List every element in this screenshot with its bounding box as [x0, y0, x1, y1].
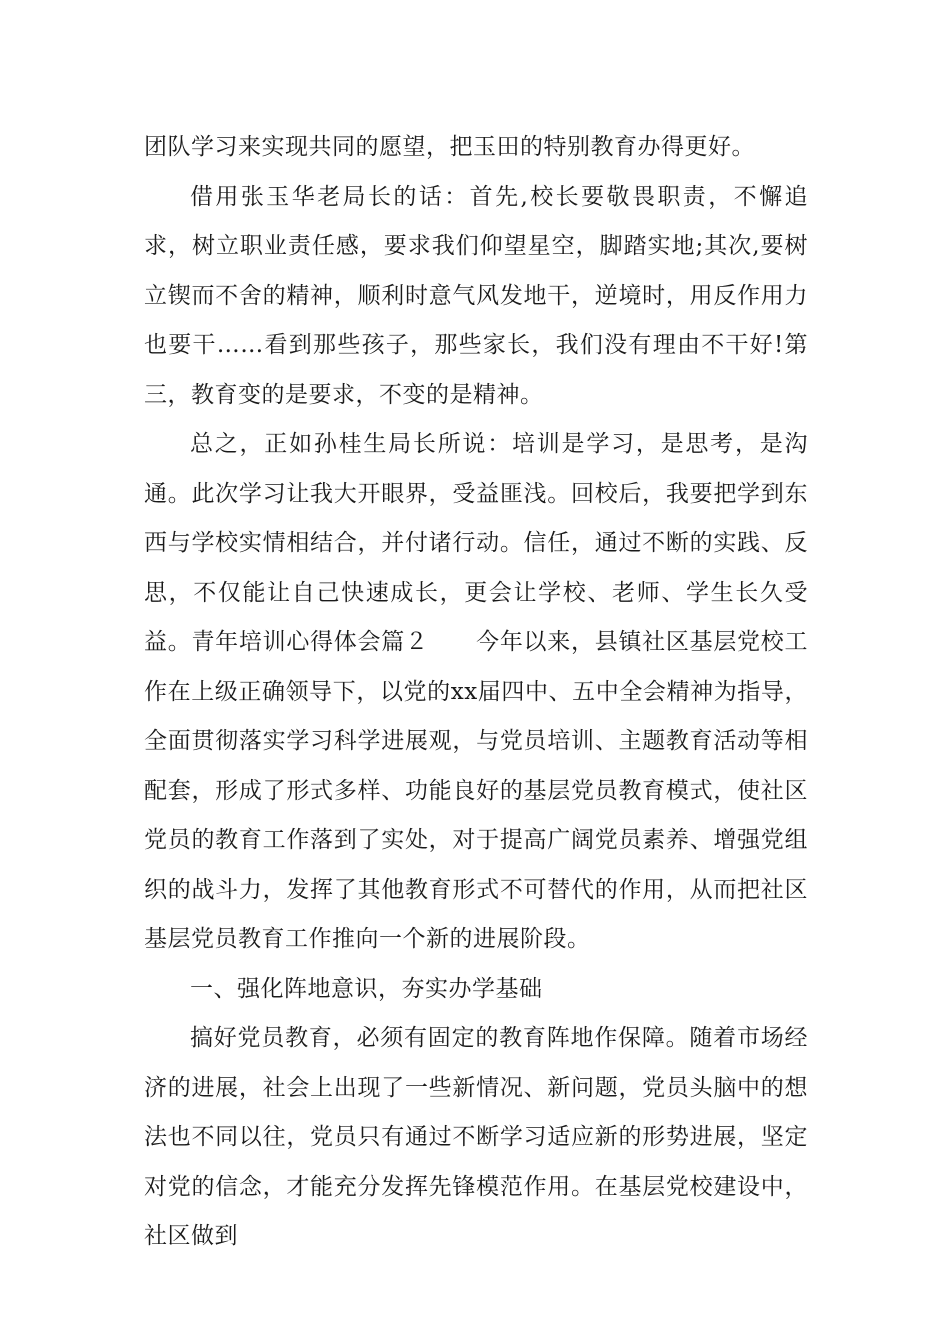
section-heading: 一、强化阵地意识，夯实办学基础 — [190, 975, 543, 1002]
paragraph-4: 搞好党员教育，必须有固定的教育阵地作保障。随着市场经济的进展，社会上出现了一些新情况、新问题，党员头脑中的想法也不同以往，党员只有通过不断学习适应新的形势进展，坚定对党的信念，才能充分发挥先锋模范作用。在基层党校建设中，社区做到 — [144, 1025, 808, 1249]
paragraph-2: 借用张玉华老局长的话：首先,校长要敬畏职责，不懈追求，树立职业责任感，要求我们仰望星空，脚踏实地;其次,要树立锲而不舍的精神，顺利时意气风发地干，逆境时，用反作用力也要干……看到那些孩子，那些家长，我们没有理由不干好!第三，教育变的是要求，不变的是精神。 — [144, 183, 808, 408]
paragraph-1: 团队学习来实现共同的愿望，把玉田的特别教育办得更好。 — [144, 134, 755, 160]
paragraph-3: 总之，正如孙桂生局长所说：培训是学习，是思考，是沟通。此次学习让我大开眼界，受益匪浅。回校后，我要把学到东西与学校实情相结合，并付诸行动。信任，通过不断的实践、反思，不仅能让自己快速成长，更会让学校、老师、学生长久受益。青年培训心得体会篇２ 今年以来，县镇社区基层党校工作在上级正确领导下，以党的xx届四中、五中全会精神为指导，全面贯彻落实学习科学进展观，与党员培训、主题教育活动等相配套，形成了形式多样、功能良好的基层党员教育模式，使社区党员的教育工作落到了实处，对于提高广阔党员素养、增强党组织的战斗力，发挥了其他教育形式不可替代的作用，从而把社区基层党员教育工作推向一个新的进展阶段。 — [144, 431, 808, 952]
document-body — [144, 123, 808, 1262]
